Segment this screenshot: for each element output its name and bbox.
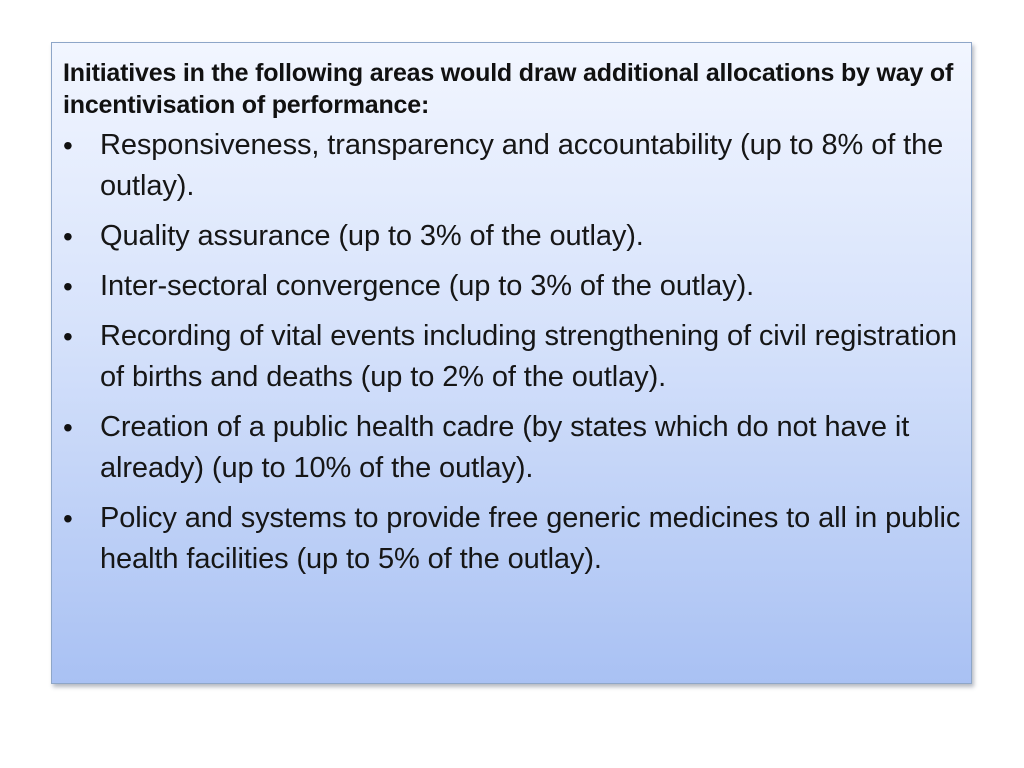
bullet-item-5	[63, 407, 961, 489]
bullet-dot-icon: •	[63, 503, 73, 534]
bullet-item-2	[63, 216, 961, 257]
bullet-text-3: Inter-sectoral convergence (up to 3% of the outlay).	[100, 270, 755, 302]
bullet-dot-icon: •	[63, 412, 73, 443]
bullet-text-5: Creation of a public health cadre (by states which do not have it already) (up to 10% of the outlay).	[100, 411, 910, 484]
bullet-dot-icon: •	[63, 130, 73, 161]
bullet-dot-icon: •	[63, 271, 73, 302]
bullet-item-4	[63, 316, 961, 398]
bullet-text-6: Policy and systems to provide free generic medicines to all in public health facilities (up to 5% of the outlay).	[100, 502, 961, 575]
content-box	[51, 42, 972, 684]
bullet-text-1: Responsiveness, transparency and accountability (up to 8% of the outlay).	[100, 129, 944, 202]
bullet-item-1	[63, 125, 961, 207]
bullet-text-4: Recording of vital events including strengthening of civil registration of births and deaths (up to 2% of the outlay).	[100, 320, 957, 393]
bullet-dot-icon: •	[63, 221, 73, 252]
bullet-item-6	[63, 498, 961, 580]
bullet-item-3	[63, 266, 961, 307]
bullet-dot-icon: •	[63, 321, 73, 352]
bullet-list	[63, 125, 961, 580]
slide-heading: Initiatives in the following areas would draw additional allocations by way of incentivisation of performance:	[63, 59, 954, 119]
bullet-text-2: Quality assurance (up to 3% of the outlay).	[100, 220, 644, 252]
